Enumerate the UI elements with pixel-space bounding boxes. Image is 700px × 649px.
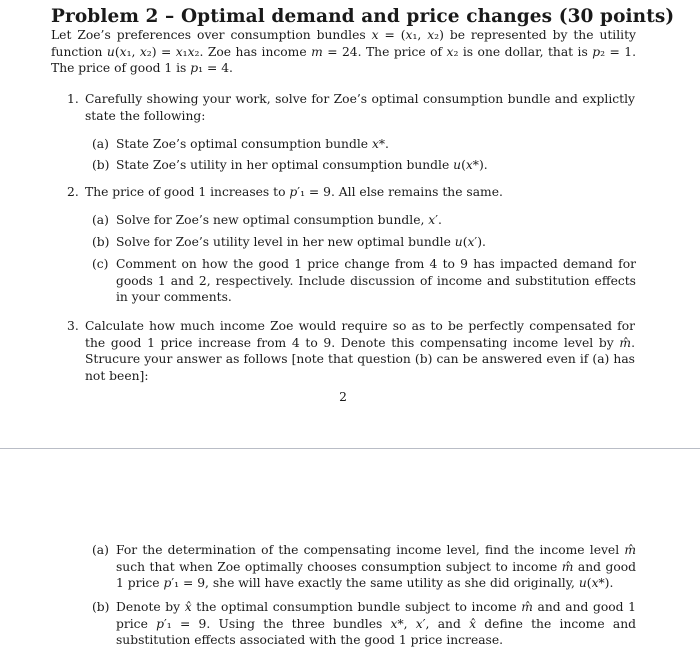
question-1b-label: (b) [92,158,110,172]
question-1a-text: State Zoe’s optimal consumption bundle 𝑥*. [116,137,389,151]
question-2b-text: Solve for Zoe’s utility level in her new optimal bundle 𝑢(𝑥′). [116,235,486,249]
question-1-text: Carefully showing your work, solve for Zoe’s optimal consumption bundle and explictly state the following: [85,92,635,123]
page-bottom [0,454,700,647]
question-2a-text: Solve for Zoe’s new optimal consumption bundle, 𝑥′. [116,213,442,227]
question-3-number: 3. [67,319,79,333]
question-3a-text: For the determination of the compensating income level, find the income level 𝑚̂ such that when Zoe optimally chooses consumption subject to income 𝑚̂ and good 1 price 𝑝′₁ = 9, she will have exactly the same utility as she did originally, 𝑢(𝑥*). [116,543,636,590]
problem-title: Problem 2 – Optimal demand and price changes (30 points) [51,6,675,27]
question-3-text: Calculate how much income Zoe would require so as to be perfectly compensated for the good 1 price increase from 4 to 9. Denote this compensating income level by 𝑚̂. Strucure your answer as follows [note that question (b) can be answered even if (a) has not been]: [85,319,635,383]
question-2a-label: (a) [92,213,109,227]
question-2c-label: (c) [92,257,109,271]
question-2c-text: Comment on how the good 1 price change from 4 to 9 has impacted demand for goods 1 and 2, respectively. Include discussion of income and substitution effects in your comments. [116,257,636,304]
question-2-number: 2. [67,185,79,199]
question-3a-label: (a) [92,543,109,557]
question-1b-text: State Zoe’s utility in her optimal consumption bundle 𝑢(𝑥*). [116,158,488,172]
problem-intro: Let Zoe’s preferences over consumption bundles 𝑥 = (𝑥₁, 𝑥₂) be represented by the utility function 𝑢(𝑥₁, 𝑥₂) = 𝑥₁𝑥₂. Zoe has income 𝑚 = 24. The price of 𝑥₂ is one dollar, that is 𝑝₂ = 1. The price of good 1 is 𝑝₁ = 4. [51,28,636,75]
question-3b-label: (b) [92,600,110,614]
question-1a-label: (a) [92,137,109,151]
page-number: 2 [339,390,347,404]
question-2b-label: (b) [92,235,110,249]
question-3b-text: Denote by 𝑥̂ the optimal consumption bundle subject to income 𝑚̂ and and good 1 price 𝑝′₁ = 9. Using the three bundles 𝑥*, 𝑥′, and 𝑥̂ define the income and substitution effects associated with the good 1 price increase. [116,600,636,647]
question-2-text: The price of good 1 increases to 𝑝′₁ = 9. All else remains the same. [85,185,503,199]
question-1-number: 1. [67,92,79,106]
